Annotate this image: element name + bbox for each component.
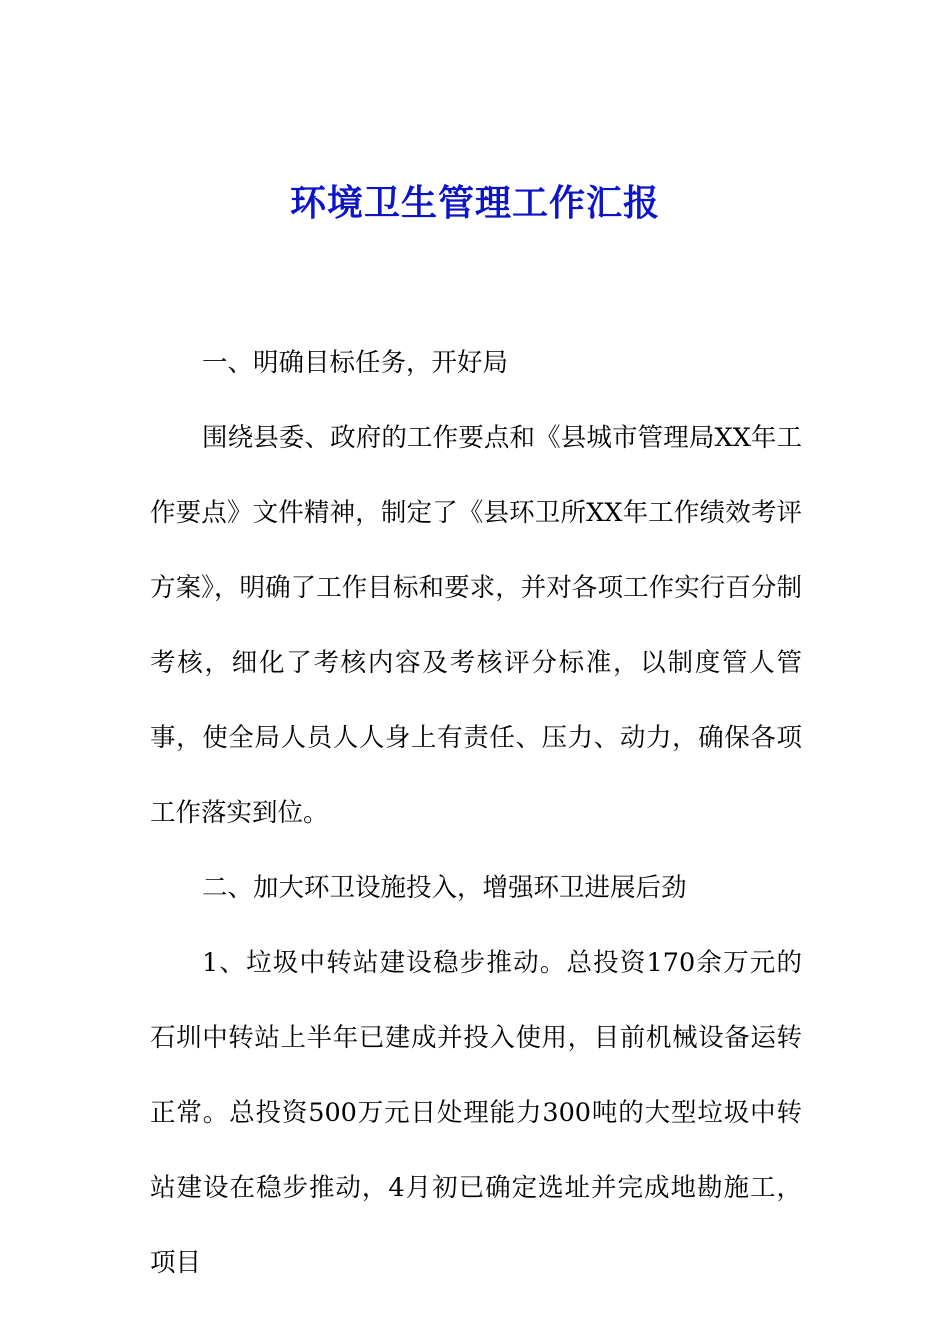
section-heading-2: 二、加大环卫设施投入，增强环卫进展后劲	[202, 873, 687, 903]
paragraph-2: 1、垃圾中转站建设稳步推动。总投资170余万元的石圳中转站上半年已建成并投入使用，目前机械设备运转正常。总投资500万元日处理能力300吨的大型垃圾中转站建设在稳步推动，4月初已确定选址并完成地勘施工，项目	[150, 948, 802, 1278]
document-body	[150, 326, 802, 1301]
section-heading-1: 一、明确目标任务，开好局	[202, 348, 509, 378]
paragraph-1: 围绕县委、政府的工作要点和《县城市管理局XX年工作要点》文件精神，制定了《县环卫所XX年工作绩效考评方案》，明确了工作目标和要求，并对各项工作实行百分制考核，细化了考核内容及考核评分标准，以制度管人管事，使全局人员人人身上有责任、压力、动力，确保各项工作落实到位。	[150, 423, 802, 828]
document-title: 环境卫生管理工作汇报	[289, 182, 660, 224]
